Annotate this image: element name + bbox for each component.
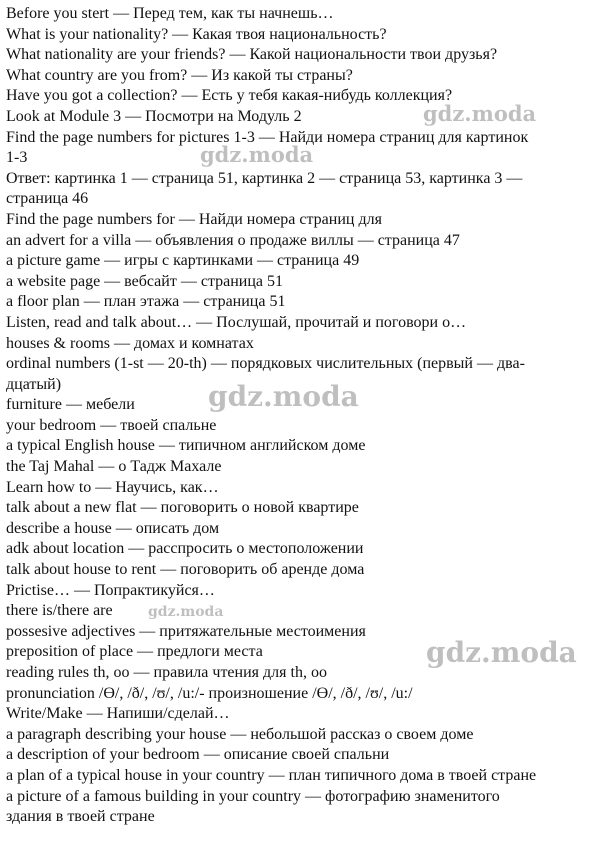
text-line: talk about house to rent — поговорить об аренде дома <box>6 561 365 579</box>
text-line: Look at Module 3 — Посмотри на Модуль 2 <box>6 107 302 125</box>
text-line: pronunciation /Ɵ/, /ð/, /ʊ/, /u:/- произношение /Ɵ/, /ð/, /ʊ/, /u:/ <box>6 684 413 702</box>
document-body <box>6 4 594 828</box>
watermark: gdz.moda <box>200 142 314 167</box>
text-line: a picture game — игры с картинками — страница 49 <box>6 252 360 270</box>
watermark: gdz.moda <box>423 101 537 126</box>
text-line: a plan of a typical house in your country — план типичного дома в твоей стране <box>6 766 537 784</box>
text-line: Ответ: картинка 1 — страница 51, картинка 2 — страница 53, картинка 3 — <box>6 169 523 187</box>
text-line: Find the page numbers for pictures 1-3 — Найди номера страниц для картинок <box>6 128 529 146</box>
watermark: gdz.moda <box>208 380 359 413</box>
text-line: preposition of place — предлоги места <box>6 643 263 661</box>
text-line: Before you stert — Перед тем, как ты начнешь… <box>6 5 334 22</box>
text-line: Listen, read and talk about… — Послушай, прочитай и поговори о… <box>6 313 467 331</box>
text-line: Write/Make — Напиши/сделай… <box>6 705 230 723</box>
text-line: Learn how to — Научись, как… <box>6 478 219 496</box>
text-line: reading rules th, oo — правила чтения для th, oo <box>6 664 327 681</box>
text-line: there is/there are <box>6 602 113 620</box>
text-line: Have you got a collection? — Есть у тебя какая-нибудь коллекция? <box>6 87 453 105</box>
text-line: a picture of a famous building in your country — фотографию знаменитого <box>6 787 500 805</box>
text-line: What is your nationality? — Какая твоя национальность? <box>6 25 387 43</box>
watermark: gdz.moda <box>426 636 577 669</box>
text-line: a typical English house — типичном английском доме <box>6 437 366 455</box>
text-line: дцатый) <box>6 375 62 393</box>
text-line: a description of your bedroom — описание своей спальни <box>6 746 390 764</box>
text-line: adk about location — расспросить о местоположении <box>6 540 364 558</box>
text-line: possesive adjectives — притяжательные местоимения <box>6 622 366 640</box>
text-line: an advert for a villa — объявления о продаже виллы — страница 47 <box>6 231 460 249</box>
text-line: 1-3 <box>6 149 28 167</box>
watermark: gdz.moda <box>148 604 224 620</box>
text-line: здания в твоей стране <box>6 808 155 826</box>
text-line: the Taj Mahal — о Тадж Махале <box>6 458 222 476</box>
text-line: a paragraph describing your house — небольшой рассказ о своем доме <box>6 725 474 743</box>
text-line: страница 46 <box>6 190 89 208</box>
text-line: talk about a new flat — поговорить о новой квартире <box>6 499 359 517</box>
text-line: furniture — мебели <box>6 396 135 414</box>
text-line: What country are you from? — Из какой ты страны? <box>6 66 353 84</box>
text-line: houses & rooms — домах и комнатах <box>6 334 254 352</box>
text-line: ordinal numbers (1-st — 20-th) — порядковых числительных (первый — два- <box>6 355 525 373</box>
text-line: your bedroom — твоей спальне <box>6 416 217 434</box>
text-line: describe a house — описать дом <box>6 519 220 537</box>
text-line: Find the page numbers for — Найди номера страниц для <box>6 210 382 228</box>
text-line: a website page — вебсайт — страница 51 <box>6 272 284 290</box>
text-line: What nationality are your friends? — Какой национальности твои друзья? <box>6 46 498 64</box>
text-line: Prictise… — Попрактикуйся… <box>6 581 215 599</box>
text-line: a floor plan — план этажа — страница 51 <box>6 293 286 311</box>
